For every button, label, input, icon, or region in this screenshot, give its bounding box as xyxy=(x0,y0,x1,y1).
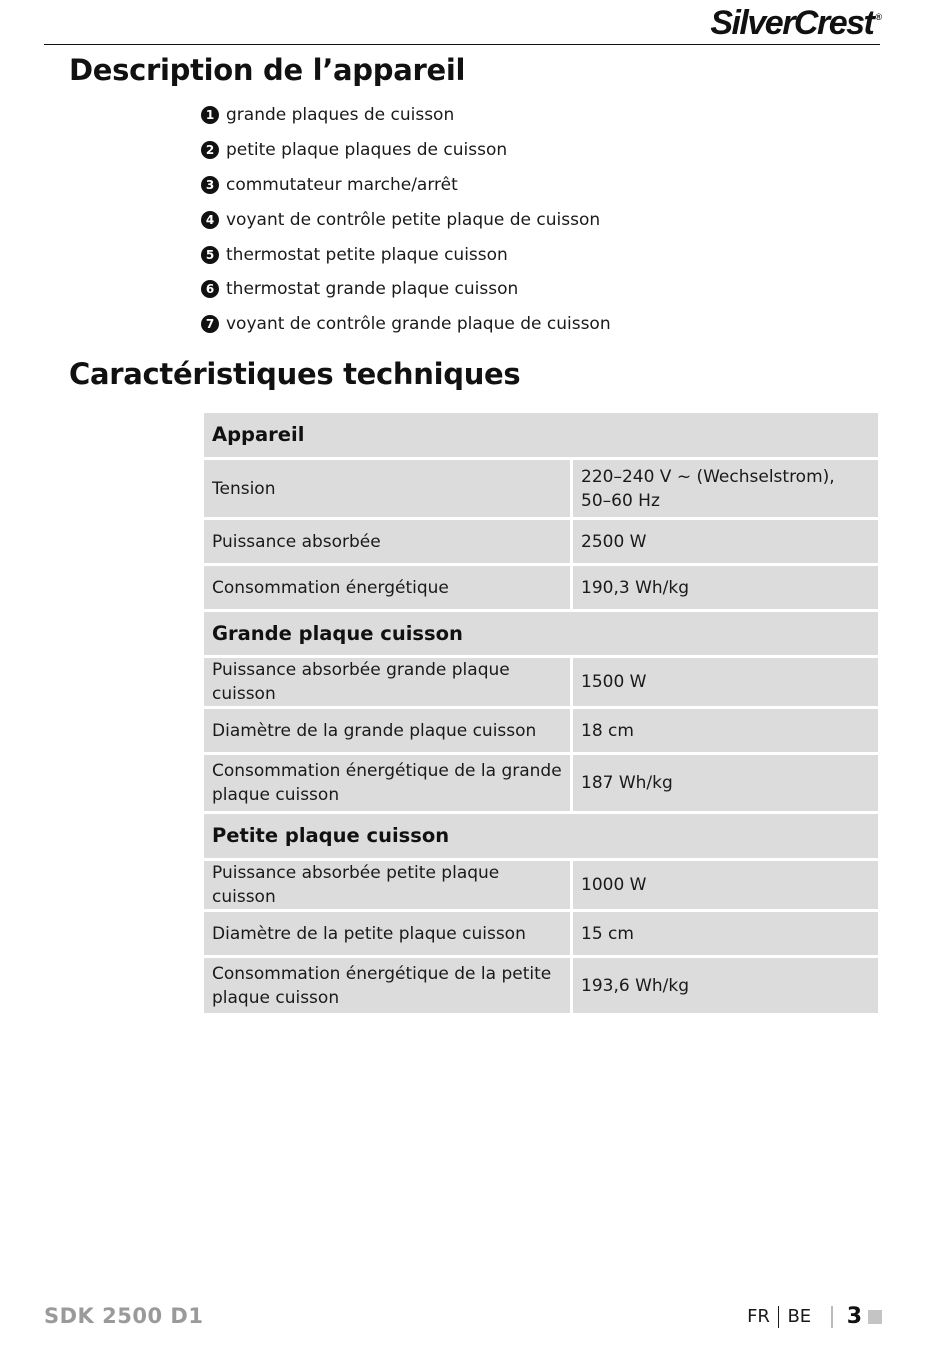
footer-page-info xyxy=(747,1304,882,1329)
language-be: BE xyxy=(787,1306,812,1327)
list-item xyxy=(201,202,611,237)
spec-label: Consommation énergétique xyxy=(203,565,572,611)
table-row xyxy=(203,519,880,565)
page-marker-icon xyxy=(868,1310,882,1324)
spec-value: 220–240 V ~ (Wechselstrom), 50–60 Hz xyxy=(572,459,880,519)
spec-label: Diamètre de la petite plaque cuisson xyxy=(203,911,572,957)
list-item xyxy=(201,168,611,203)
table-row xyxy=(203,459,880,519)
number-badge: 4 xyxy=(201,211,219,229)
specs-title: Caractéristiques techniques xyxy=(69,357,521,391)
spec-value: 18 cm xyxy=(572,708,880,754)
list-item xyxy=(201,98,611,133)
spec-value: 15 cm xyxy=(572,911,880,957)
part-label: petite plaque plaques de cuisson xyxy=(226,140,508,161)
spec-label: Consommation énergétique de la petite plaque cuisson xyxy=(203,957,572,1015)
table-row xyxy=(203,754,880,813)
number-badge: 6 xyxy=(201,280,219,298)
part-label: voyant de contrôle petite plaque de cuisson xyxy=(226,209,601,230)
section-heading-row xyxy=(203,611,880,657)
section-heading-grande: Grande plaque cuisson xyxy=(203,611,880,657)
registered-mark: ® xyxy=(875,12,882,22)
table-row xyxy=(203,657,880,708)
number-badge: 7 xyxy=(201,315,219,333)
description-title: Description de l’appareil xyxy=(69,53,466,87)
list-item xyxy=(201,133,611,168)
table-row xyxy=(203,708,880,754)
table-row xyxy=(203,957,880,1015)
spec-value: 2500 W xyxy=(572,519,880,565)
spec-label: Puissance absorbée grande plaque cuisson xyxy=(203,657,572,708)
spec-label: Puissance absorbée xyxy=(203,519,572,565)
number-badge: 5 xyxy=(201,246,219,264)
brand-logo xyxy=(710,4,882,43)
section-heading-appareil: Appareil xyxy=(203,412,880,459)
table-row xyxy=(203,911,880,957)
list-item xyxy=(201,272,611,307)
number-badge: 1 xyxy=(201,106,219,124)
part-label: commutateur marche/arrêt xyxy=(226,174,458,195)
model-number: SDK 2500 D1 xyxy=(44,1304,204,1328)
brand-name: SilverCrest xyxy=(710,4,874,42)
list-item xyxy=(201,307,611,342)
language-fr: FR xyxy=(747,1306,770,1327)
part-label: thermostat petite plaque cuisson xyxy=(226,244,508,265)
part-label: voyant de contrôle grande plaque de cuisson xyxy=(226,314,611,335)
section-heading-row xyxy=(203,813,880,860)
spec-label: Tension xyxy=(203,459,572,519)
spec-value: 1000 W xyxy=(572,860,880,911)
table-row xyxy=(203,860,880,911)
divider xyxy=(831,1306,833,1328)
section-heading-row xyxy=(203,412,880,459)
section-heading-petite: Petite plaque cuisson xyxy=(203,813,880,860)
spec-value: 190,3 Wh/kg xyxy=(572,565,880,611)
spec-value: 193,6 Wh/kg xyxy=(572,957,880,1015)
number-badge: 2 xyxy=(201,141,219,159)
divider xyxy=(778,1306,780,1328)
spec-value: 187 Wh/kg xyxy=(572,754,880,813)
part-label: thermostat grande plaque cuisson xyxy=(226,279,519,300)
part-label: grande plaques de cuisson xyxy=(226,105,455,126)
list-item xyxy=(201,237,611,272)
table-row xyxy=(203,565,880,611)
spec-label: Consommation énergétique de la grande plaque cuisson xyxy=(203,754,572,813)
page-number: 3 xyxy=(846,1304,862,1329)
spec-label: Diamètre de la grande plaque cuisson xyxy=(203,708,572,754)
number-badge: 3 xyxy=(201,176,219,194)
parts-list xyxy=(201,98,611,342)
header-rule xyxy=(44,44,880,45)
spec-value: 1500 W xyxy=(572,657,880,708)
specs-table xyxy=(201,410,881,1016)
spec-label: Puissance absorbée petite plaque cuisson xyxy=(203,860,572,911)
